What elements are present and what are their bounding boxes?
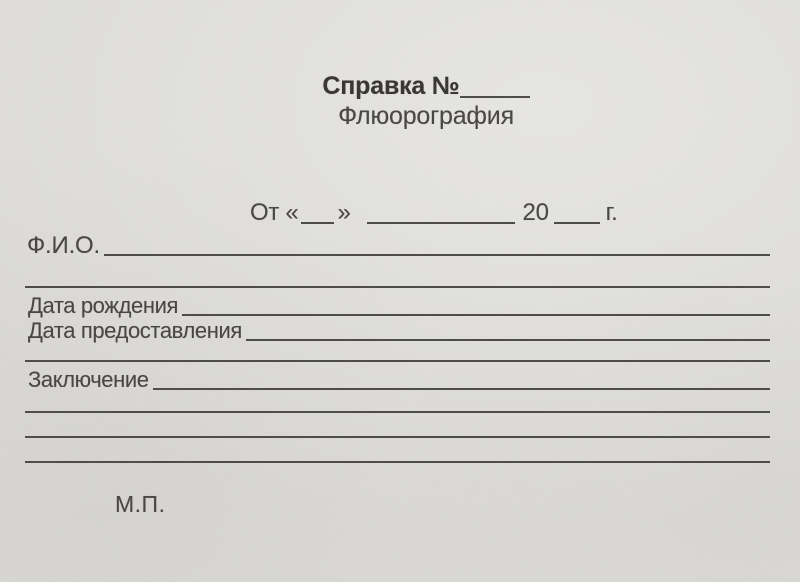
date-line <box>250 199 618 227</box>
provision-date-row <box>28 318 770 344</box>
date-century: 20 <box>522 199 549 226</box>
birth-date-row <box>28 293 770 319</box>
ruled-line <box>25 436 770 438</box>
date-close-quote: » <box>337 199 351 226</box>
ruled-line <box>25 286 770 288</box>
month-blank-line <box>367 218 515 224</box>
birth-date-blank-line <box>182 314 770 316</box>
conclusion-label: Заключение <box>28 367 149 392</box>
fio-blank-line <box>104 254 770 256</box>
date-prefix: От « <box>250 199 299 226</box>
certificate-number-blank-line <box>460 92 530 98</box>
conclusion-row <box>28 367 770 393</box>
stamp-placeholder-label: М.П. <box>115 491 166 517</box>
year-blank-line <box>554 218 600 224</box>
day-blank-line <box>301 218 334 224</box>
fio-row <box>27 233 770 259</box>
ruled-line <box>25 360 770 362</box>
certificate-header <box>52 71 800 131</box>
certificate-subtitle: Флюорография <box>338 102 514 130</box>
birth-date-label: Дата рождения <box>28 293 178 318</box>
date-year-suffix: г. <box>605 199 618 226</box>
certificate-title <box>52 71 800 101</box>
provision-date-blank-line <box>246 339 770 341</box>
ruled-line <box>25 461 770 463</box>
title-text: Справка № <box>322 72 460 100</box>
provision-date-label: Дата предоставления <box>28 318 242 343</box>
conclusion-blank-line <box>153 388 770 390</box>
fio-label: Ф.И.О. <box>27 232 100 259</box>
ruled-line <box>25 411 770 413</box>
